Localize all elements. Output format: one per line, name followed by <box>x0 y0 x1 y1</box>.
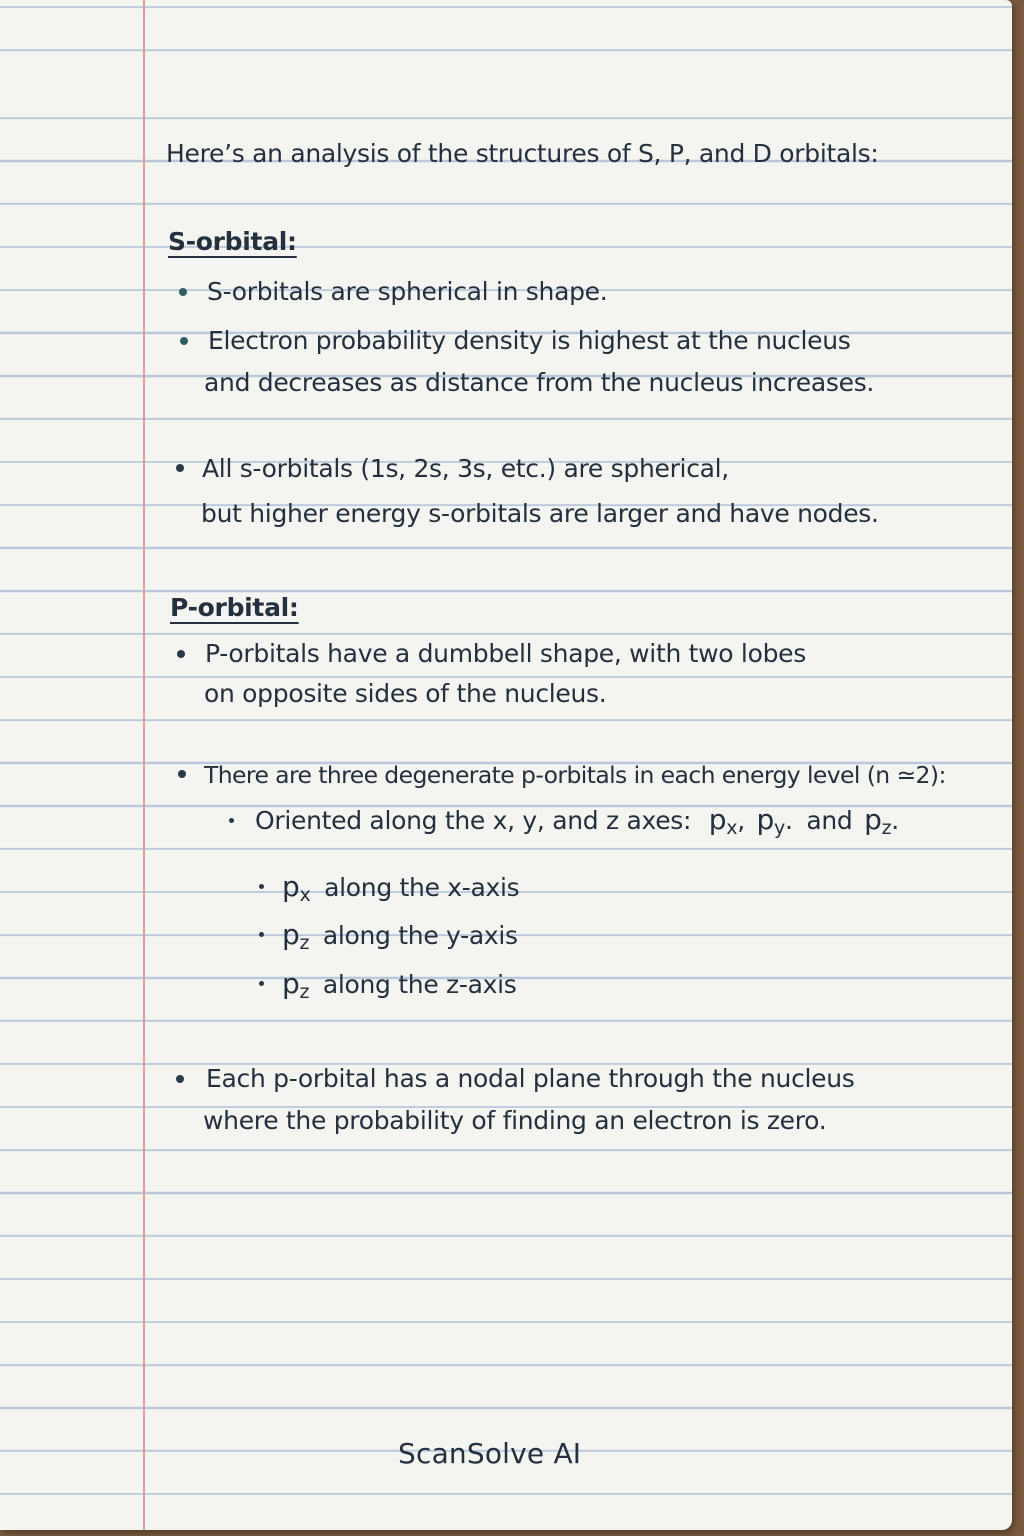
p-sub-bullet-text: Oriented along the x, y, and z axes: <box>255 806 692 835</box>
p-bullet-3-line-1: Each p-orbital has a nodal plane through the nucleus <box>206 1064 855 1093</box>
axis-item: pz along the y-axis <box>282 918 518 954</box>
sub-bullet-dot <box>259 884 264 889</box>
bullet-dot <box>177 650 185 658</box>
p-bullet-3-line-2: where the probability of finding an electron is zero. <box>203 1106 827 1135</box>
p-bullet-1-line-2: on opposite sides of the nucleus. <box>204 679 607 708</box>
margin-line <box>143 0 145 1530</box>
sub-bullet-dot <box>259 932 264 937</box>
bullet-dot <box>179 288 187 296</box>
px-label: px <box>708 803 738 839</box>
s-bullet-1: S-orbitals are spherical in shape. <box>207 277 608 306</box>
s-bullet-3-line-1: All s-orbitals (1s, 2s, 3s, etc.) are spherical, <box>202 454 729 483</box>
s-bullet-3-line-2: but higher energy s-orbitals are larger and have nodes. <box>201 499 879 528</box>
s-bullet-2-line-2: and decreases as distance from the nucleus increases. <box>204 368 875 397</box>
s-orbital-heading: S-orbital: <box>168 227 297 256</box>
bullet-dot <box>176 1075 184 1083</box>
p-bullet-1-line-1: P-orbitals have a dumbbell shape, with two lobes <box>205 639 806 668</box>
sub-bullet-dot <box>229 818 234 823</box>
intro-text: Here’s an analysis of the structures of S, P, and D orbitals: <box>166 139 879 168</box>
p-orbital-heading: P-orbital: <box>170 593 299 622</box>
p-bullet-2: There are three degenerate p-orbitals in each energy level (n ≃2): <box>204 761 946 789</box>
py-label: py <box>756 803 785 839</box>
sub-bullet-dot <box>259 981 264 986</box>
pz-label: pz <box>864 803 892 839</box>
p-sub-bullet: Oriented along the x, y, and z axes: px, py. and pz. <box>255 803 899 839</box>
bullet-dot <box>178 770 186 778</box>
s-bullet-2-line-1: Electron probability density is highest at the nucleus <box>208 326 851 355</box>
bullet-dot <box>180 337 188 345</box>
axis-item: pz along the z-axis <box>282 967 517 1003</box>
bullet-dot <box>176 464 184 472</box>
axis-item: px along the x-axis <box>282 870 520 906</box>
footer-watermark: ScanSolve AI <box>398 1437 582 1470</box>
